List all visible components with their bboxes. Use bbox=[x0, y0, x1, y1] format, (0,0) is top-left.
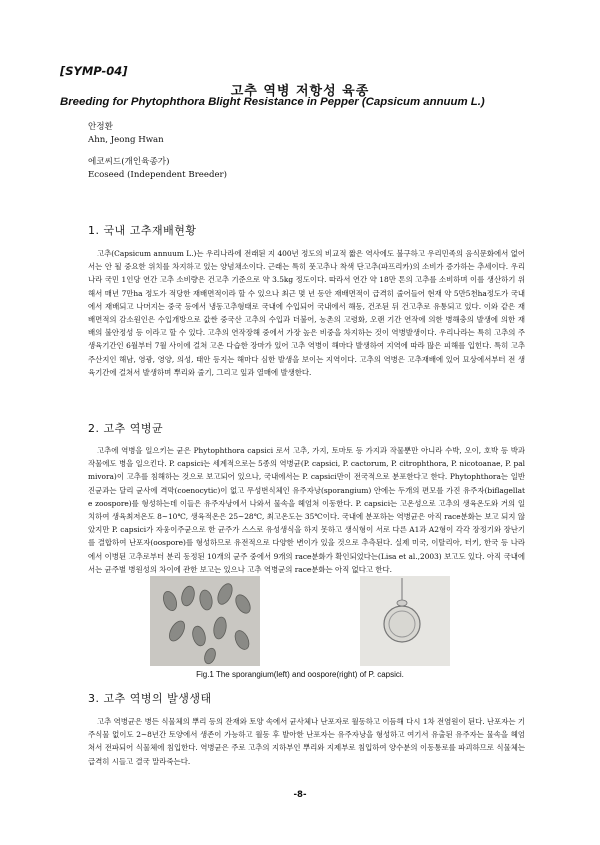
symposium-code: [SYMP-04] bbox=[60, 64, 128, 78]
affiliation-english: Ecoseed (Independent Breeder) bbox=[88, 170, 228, 180]
sporangium-photo bbox=[150, 576, 260, 666]
section-1-body: 고추(Capsicum annuum L.)는 우리나라에 전래된 지 400년 정도의 비교적 짧은 역사에도 불구하고 우리민족의 음식문화에서 없어서는 안 될 중요한 위치를 차지하고 있는 양념채소이다. 근래는 특히 풋고추나 착색 단고추(파프리카)의 소비가 증가하는 추세이다. 우리나라 국민 1인당 연간 고추 소비량은 건고추 기준으로 약 3.5kg 정도이다. 따라서 연간 약 18만 톤의 고추를 소비하며 이를 생산하기 위해서 매년 7만ha 정도가 적당한 재배면적이라 할 수 있으나 최근 몇 년 동안 재배면적이 급격히 줄어들어 현재 약 5만5천ha정도가 국내에서 재배되고 나머지는 중국 등에서 냉동고추형태로 국내에 수입되어 국내에서 해동, 건조된 뒤 건고추로 유통되고 있다. 이와 같은 재배면적의 감소원인은 수입개방으로 값싼 중국산 고추의 수입과 더불어, 농촌의 고령화, 오랜 기간 연작에 의한 병해충의 발생에 의한 재배의 불안정성 등 이라고 할 수 있다. 고추의 연작장해 중에서 가장 높은 비중을 차지하는 것이 역병발생이다. 우리나라는 특히 고추의 주 생육기간인 6월부터 7월 사이에 걸쳐 고온 다습한 장마가 있어 고추 역병이 해마다 발생하여 지역에 따라 많은 피해를 입힌다. 특히 고추 주산지인 해남, 영광, 영양, 의성, 태안 등지는 해마다 심한 발생을 보이는 지역이다. 고추의 역병은 고추재배에 있어 묘상에서부터 전 생육기간에 걸쳐서 발생하며 뿌리와 줄기, 그리고 잎과 열매에 발생한다. bbox=[88, 249, 525, 377]
sporangium-oospore-figure bbox=[150, 576, 450, 666]
antheridium bbox=[397, 600, 407, 606]
section-3-body: 고추 역병균은 병든 식물체의 뿌리 등의 잔재와 토양 속에서 균사체나 난포자로 월동하고 이듬해 다시 1차 전염원이 된다. 난포자는 기주식물 없이도 2~8년간 토양에서 생존이 가능하고 월동 후 발아한 난포자는 유주자낭을 형성하고 여기서 유출된 유주자는 물속을 헤엄쳐서 전파되어 식물체에 침입한다. 역병균은 주로 고추의 지하부인 뿌리와 지제부로 침입하여 양수분의 이동통로를 파괴하므로 식물체는 급격히 시들고 결국 말라죽는다. bbox=[88, 717, 525, 766]
title-english: Breeding for Phytophthora Blight Resistance in Pepper (Capsicum annuum L.) bbox=[60, 96, 485, 108]
section-2-body: 고추에 역병을 일으키는 균은 Phytophthora capsici 로서 고추, 가지, 토마토 등 가지과 작물뿐만 아니라 수박, 오이, 호박 등 박과작물에도 병을 일으킨다. P. capsici는 세계적으로는 5종의 역병균(P. capsici, P. cactorum, P. citrophthora, P. nicotoanae, P. palmivora)이 고추를 침해하는 것으로 보고되어 있으나, 국내에서는 P. capsici만이 전국적으로 분포한다고 한다. Phytophthora는 일반 진균과는 달리 균사에 격막(coenocytic)이 없고 무성번식체인 유주자낭(sporangium) 안에는 두개의 편모를 가진 유주자(biflagellate zoospore)를 형성하는데 이들은 유주자낭에서 나와서 물속을 헤엄쳐 이동한다. P. capsici는 고온성으로 고추의 생육온도와 거의 일치하여 생육최저온도 8~10℃, 생육적온은 25~28℃, 최고온도는 35℃이다. 국내에 분포하는 역병균은 아직 race분화는 보고 되지 않았지만 P. capsici가 자웅이주균으로 한 균주가 스스로 유성생식을 하지 못하고 생식형이 서로 다른 A1과 A2형이 각각 장정기와 장난기를 결합하여 난포자(oospore)를 형성하므로 유전적으로 다양한 변이가 있을 것으로 추측된다. 실제 미국, 이탈리아, 터키, 한국 등 나라에서 이병된 고추로부터 분리 동정된 10개의 균주 중에서 9개의 race분화가 확인되었다는(Lisa et al.,2003) 보고도 있다. 아직 국내에서는 균주별 병원성의 차이에 관한 보고는 있으나 고추 역병균의 race분화는 아직 없다고 한다. bbox=[88, 446, 525, 574]
affiliation-block bbox=[88, 156, 227, 182]
title-korean: 고추 역병 저항성 육종 bbox=[230, 84, 370, 99]
author-name-korean: 안정환 bbox=[88, 122, 113, 132]
affiliation-korean: 에코씨드(개인육종가) bbox=[88, 157, 170, 167]
author-block bbox=[88, 121, 164, 147]
page-number: -8- bbox=[293, 790, 307, 800]
section-1-heading: 1. 국내 고추재배현황 bbox=[88, 224, 197, 237]
author-name-english: Ahn, Jeong Hwan bbox=[88, 135, 164, 145]
section-2-heading: 2. 고추 역병균 bbox=[88, 422, 164, 435]
figure-caption: Fig.1 The sporangium(left) and oospore(right) of P. capsici. bbox=[196, 670, 404, 679]
section-3-heading: 3. 고추 역병의 발생생태 bbox=[88, 692, 212, 705]
